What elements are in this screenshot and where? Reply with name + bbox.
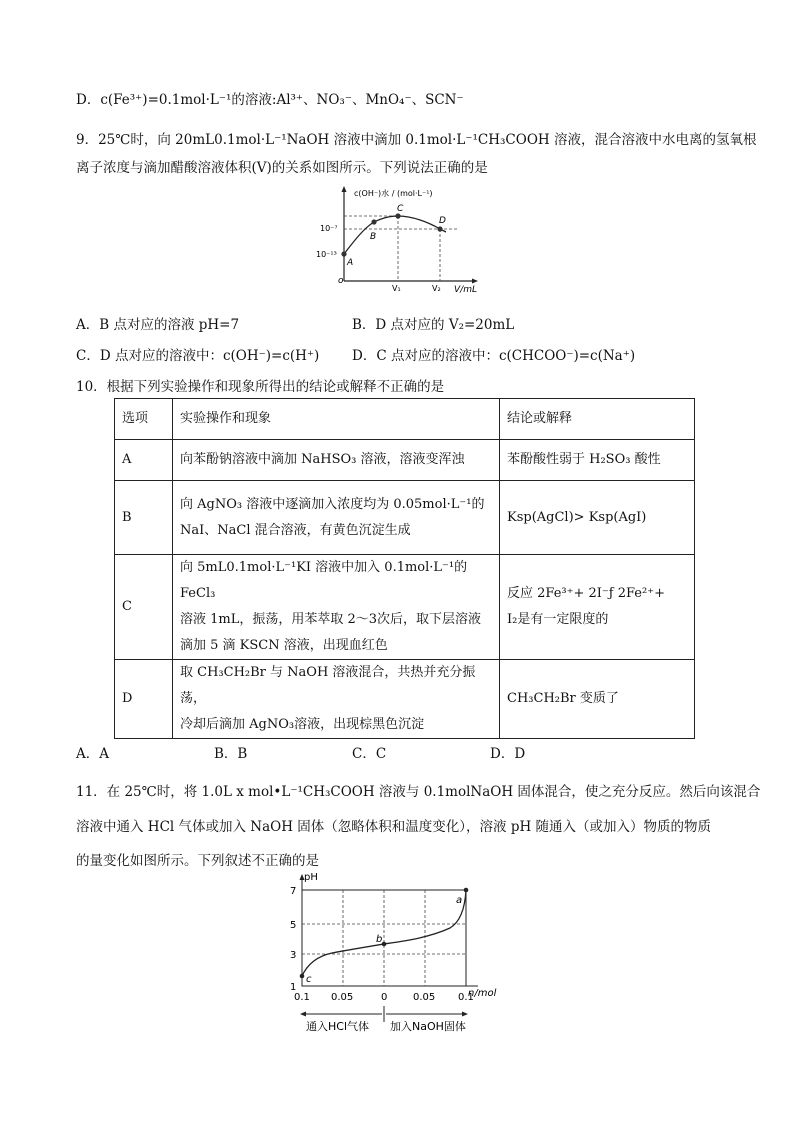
q9-y-tick-1e-7: 10⁻⁷ [320,224,338,233]
q11-x-axis-label: n/mol [468,988,497,999]
q11-stem-line3: 的量变化如图所示。下列叙述不正确的是 [76,853,319,869]
q11-stem-line2: 溶液中通入 HCl 气体或加入 NaOH 固体（忽略体积和温度变化），溶液 pH 随通入（或加入）物质的物质 [76,819,712,835]
q11-stem-line1: 11．在 25℃时，将 1.0L x mol•L⁻¹CH₃COOH 溶液与 0.1molNaOH 固体混合，使之充分反应。然后向该混合 [76,784,761,800]
q10-option-c: C．C [352,746,387,762]
table-header-cell: 实验操作和现象 [173,399,500,440]
q9-option-d: D．C 点对应的溶液中：c(CHCOO⁻)=c(Na⁺) [352,348,636,364]
q11-right-caption: 加入NaOH固体 [390,1020,466,1033]
q10-stem: 10．根据下列实验操作和现象所得出的结论或解释不正确的是 [76,379,445,395]
q11-y-tick-3: 3 [290,950,297,961]
q11-x-tick-0.05-right: 0.05 [413,992,436,1003]
table-header-cell: 结论或解释 [500,399,695,440]
q9-option-a: A．B 点对应的溶液 pH=7 [76,317,240,333]
q11-figure [282,868,512,1038]
q9-label-b: B [370,232,377,242]
q11-point-a [464,888,469,893]
q10-option-a: A．A [76,746,109,762]
table-cell-operation: 取 CH₃CH₂Br 与 NaOH 溶液混合，共热并充分振荡， 冷却后滴加 AgNO₃溶液，出现棕黑色沉淀 [173,660,500,739]
q9-stem-line2: 离子浓度与滴加醋酸溶液体积(V)的关系如图所示。下列说法正确的是 [76,160,488,176]
arrow-right-icon [462,1012,468,1017]
table-cell-option: D [115,660,173,739]
q10-option-d: D．D [490,746,526,762]
q9-option-b: B．D 点对应的 V₂=20mL [352,317,515,333]
q11-label-a: a [456,895,463,906]
table-cell-conclusion: CH₃CH₂Br 变质了 [500,660,695,739]
q9-point-c [395,213,400,218]
table-row [115,555,695,660]
q9-figure [312,183,482,298]
q9-y-axis-label: c(OH⁻)水 / (mol·L⁻¹) [354,189,433,198]
q9-x-tick-v2: V₂ [432,284,441,293]
q9-origin-label: o [338,276,344,286]
q11-y-axis-label: pH [304,872,318,883]
q11-x-tick-0.1-right: 0.1 [458,992,474,1003]
q11-point-c [300,974,305,979]
q9-y-tick-1e-13: 10⁻¹³ [316,250,337,259]
q11-point-b [382,942,387,947]
table-header-row [115,399,695,440]
q11-label-c: c [306,974,312,985]
arrow-left-icon [300,1012,306,1017]
q11-x-tick-0.1-left: 0.1 [294,992,310,1003]
table-header-cell: 选项 [115,399,173,440]
q9-point-a [341,251,346,256]
q8-option-d: D．c(Fe³⁺)=0.1mol·L⁻¹的溶液:Al³⁺、NO₃⁻、MnO₄⁻、SCN⁻ [76,92,464,108]
q9-option-c: C．D 点对应的溶液中：c(OH⁻)=c(H⁺) [76,348,320,364]
arrow-right-icon [472,279,478,284]
table-cell-operation: 向苯酚钠溶液中滴加 NaHSO₃ 溶液，溶液变浑浊 [173,440,500,481]
q9-label-d: D [439,216,446,226]
q11-label-b: b [376,934,383,945]
table-cell-conclusion: Ksp(AgCl)> Ksp(AgI) [500,481,695,555]
q9-point-b [371,219,376,224]
q9-label-a: A [347,258,354,268]
table-cell-option: C [115,555,173,660]
q9-label-c: C [397,204,404,214]
q11-left-caption: 通入HCl气体 [306,1020,370,1033]
q11-y-tick-1: 1 [290,982,297,993]
q11-y-tick-5: 5 [290,920,297,931]
table-cell-option: A [115,440,173,481]
q9-point-d [437,226,442,231]
q9-x-axis-label: V/mL [454,285,477,295]
table-row [115,660,695,739]
q10-table [114,398,695,739]
arrow-up-icon [342,186,347,192]
q9-curve [344,216,446,254]
q9-stem-line1: 9．25℃时，向 20mL0.1mol·L⁻¹NaOH 溶液中滴加 0.1mol·L⁻¹CH₃COOH 溶液，混合溶液中水电离的氢氧根 [76,132,757,148]
table-cell-conclusion: 苯酚酸性弱于 H₂SO₃ 酸性 [500,440,695,481]
table-row [115,481,695,555]
table-cell-operation: 向 AgNO₃ 溶液中逐滴加入浓度均为 0.05mol·L⁻¹的 NaI、NaCl 混合溶液，有黄色沉淀生成 [173,481,500,555]
table-cell-operation: 向 5mL0.1mol·L⁻¹KI 溶液中加入 0.1mol·L⁻¹的 FeCl₃ 溶液 1mL，振荡，用苯萃取 2～3次后，取下层溶液 滴加 5 滴 KSCN 溶液，出现血红色 [173,555,500,660]
q10-option-b: B．B [214,746,248,762]
table-cell-option: B [115,481,173,555]
table-row [115,440,695,481]
q11-y-tick-7: 7 [290,886,297,897]
table-cell-conclusion: 反应 2Fe³⁺+ 2I⁻ƒ 2Fe²⁺+ I₂是有一定限度的 [500,555,695,660]
q11-x-tick-0.05-left: 0.05 [331,992,354,1003]
q9-x-tick-v1: V₁ [392,284,401,293]
q11-x-tick-0: 0 [381,992,388,1003]
